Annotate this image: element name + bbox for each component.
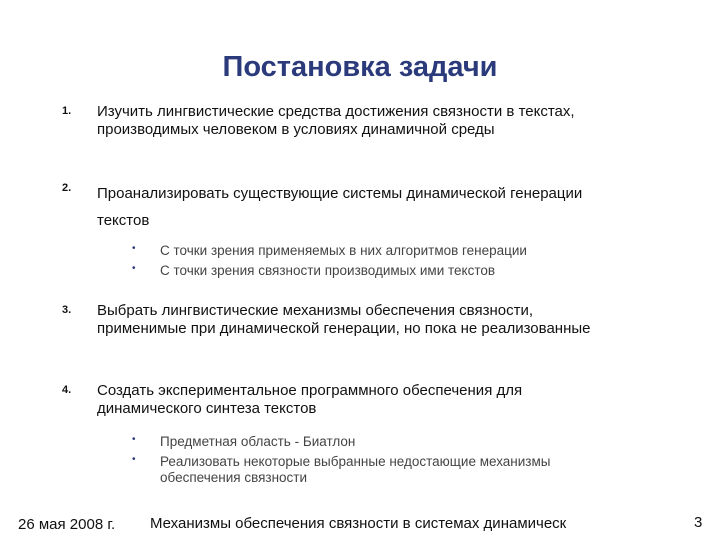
list-item-line: Выбрать лингвистические механизмы обеспечения связности,: [97, 302, 534, 319]
list-item-line: производимых человеком в условиях динамичной среды: [97, 121, 495, 138]
bullet-icon: •: [132, 434, 136, 445]
list-item-line: динамического синтеза текстов: [97, 400, 317, 417]
bullet-icon: •: [132, 263, 136, 274]
bullet-icon: •: [132, 454, 136, 465]
list-item-line: Проанализировать существующие системы динамической генерации: [97, 185, 583, 202]
list-item-number: 4.: [62, 384, 72, 396]
list-item-number: 1.: [62, 105, 72, 117]
list-item-text: [97, 302, 707, 338]
list-item-line: Создать экспериментальное программного обеспечения для: [97, 382, 523, 399]
list-item-text: [97, 382, 707, 418]
list-item-text: [97, 180, 707, 234]
sub-item-line: Предметная область - Биатлон: [160, 434, 356, 449]
list-item-line: текстов: [97, 212, 150, 229]
sub-item-text: [160, 454, 700, 486]
sub-item-text: [160, 263, 700, 279]
footer-date: 26 мая 2008 г.: [18, 516, 116, 533]
slide-title: Постановка задачи: [222, 51, 498, 83]
sub-item-text: [160, 434, 700, 450]
sub-item-text: [160, 243, 700, 259]
sub-item-line: С точки зрения применяемых в них алгоритмов генерации: [160, 243, 527, 258]
bullet-icon: •: [132, 243, 136, 254]
page-number: 3: [694, 514, 703, 531]
sub-item-line: С точки зрения связности производимых ими текстов: [160, 263, 496, 278]
footer-title: Механизмы обеспечения связности в системах динамическ: [150, 515, 567, 532]
list-item-text: [97, 103, 707, 139]
list-item-number: 2.: [62, 182, 72, 194]
sub-item-line: обеспечения связности: [160, 470, 308, 485]
list-item-line: Изучить лингвистические средства достижения связности в текстах,: [97, 103, 575, 120]
list-item-line: применимые при динамической генерации, но пока не реализованные: [97, 320, 591, 337]
list-item-number: 3.: [62, 304, 72, 316]
sub-item-line: Реализовать некоторые выбранные недостающие механизмы: [160, 454, 551, 469]
